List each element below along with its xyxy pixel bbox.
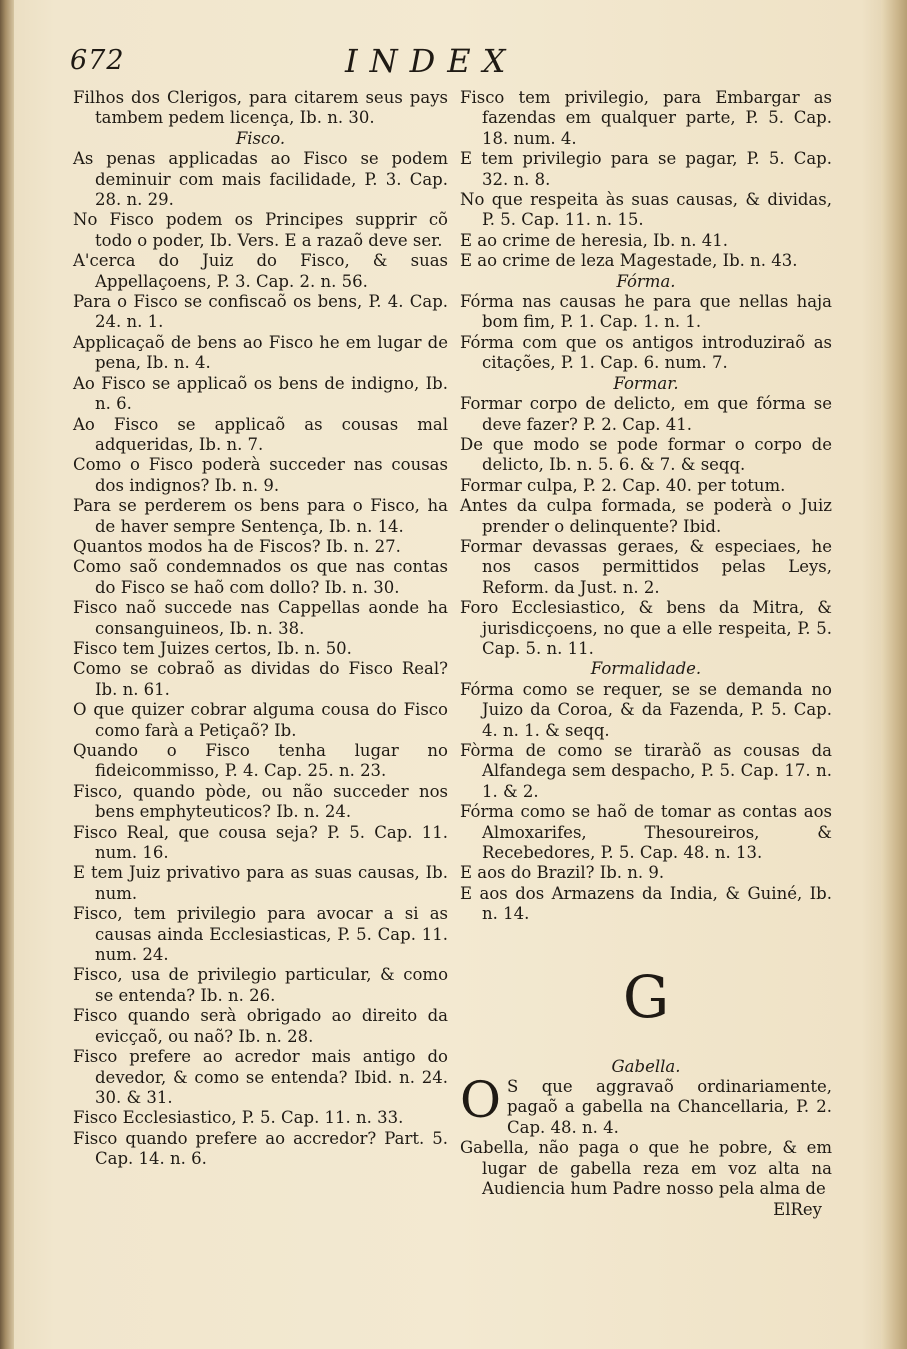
index-entry: E ao crime de leza Magestade, Ib. n. 43. [460, 251, 798, 271]
index-entry: Fisco, tem privilegio para avocar a si as causas ainda Ecclesiasticas, P. 5. Cap. 11. num. 24. [73, 904, 448, 965]
index-entry: Antes da culpa formada, se poderà o Juiz prender o delinquente? Ibid. [460, 496, 832, 536]
index-entry: Fòrma de como se tiraràõ as cousas da Alfandega sem despacho, P. 5. Cap. 17. n. 1. & 2. [460, 741, 832, 801]
index-entry: E ao crime de heresia, Ib. n. 41. [460, 230, 728, 250]
index-entry: Fisco, quando pòde, ou não succeder nos bens emphyteuticos? Ib. n. 24. [73, 781, 448, 822]
index-entry: Fisco tem privilegio, para Embargar as fazendas em qualquer parte, P. 5. Cap. 18. num. 4. [460, 88, 832, 148]
index-entry: No que respeita às suas causas, & dividas, P. 5. Cap. 11. n. 15. [460, 190, 832, 230]
index-entry: A'cerca do Juiz do Fisco, & suas Appellaçoens, P. 3. Cap. 2. n. 56. [73, 251, 448, 291]
catchword: ElRey [773, 1199, 822, 1219]
index-entry: Fisco prefere ao acredor mais antigo do devedor, & como se entenda? Ibid. n. 24. 30. & 31. [73, 1047, 448, 1107]
index-entry: E tem Juiz privativo para as suas causas, Ib. num. [73, 863, 448, 903]
index-entry: Formar devassas geraes, & especiaes, he nos casos permittidos pelas Leys, Reform. da Just. n. 2. [460, 536, 832, 597]
index-entry: Fisco tem Juizes certos, Ib. n. 50. [73, 638, 352, 658]
index-entry: De que modo se pode formar o corpo de delicto, Ib. n. 5. 6. & 7. & seqq. [460, 434, 832, 475]
index-entry: No Fisco podem os Principes supprir cõ todo o poder, Ib. Vers. E a razaõ deve ser. [73, 210, 448, 250]
left-column [73, 88, 448, 1170]
index-entry: Fisco quando serà obrigado ao direito da evicçaõ, ou naõ? Ib. n. 28. [73, 1006, 448, 1046]
index-entry: Formar corpo de delicto, em que fórma se deve fazer? P. 2. Cap. 41. [460, 394, 832, 434]
section-heading-fisco: Fisco. [235, 128, 286, 148]
drop-cap: O [460, 1071, 501, 1130]
index-entry: E aos dos Armazens da India, & Guiné, Ib. n. 14. [460, 883, 832, 924]
index-entry: Como o Fisco poderà succeder nas cousas dos indignos? Ib. n. 9. [73, 455, 448, 495]
index-entry: Fórma nas causas he para que nellas haja bom fim, P. 1. Cap. 1. n. 1. [460, 292, 832, 332]
index-entry: Fórma como se requer, se se demanda no Juizo da Coroa, & da Fazenda, P. 5. Cap. 4. n. 1. & seqq. [460, 679, 832, 740]
index-entry: E aos do Brazil? Ib. n. 9. [460, 863, 665, 883]
index-entry: Fisco naõ succede nas Cappellas aonde ha consanguineos, Ib. n. 38. [73, 598, 448, 638]
book-gutter [0, 0, 14, 1349]
index-entry: Gabella, não paga o que he pobre, & em lugar de gabella reza em voz alta na Audiencia hum Padre nosso pela alma de [460, 1138, 832, 1199]
index-entry: Foro Ecclesiastico, & bens da Mitra, & jurisdicçoens, no que a elle respeita, P. 5. Cap. 5. n. 11. [460, 598, 832, 658]
index-entry: Para se perderem os bens para o Fisco, ha de haver sempre Sentença, Ib. n. 14. [73, 496, 448, 536]
drop-cap-entry-text: S que aggravaõ ordinariamente, pagaõ a gabella na Chancellaria, P. 2. Cap. 48. n. 4. [507, 1077, 832, 1137]
page-number: 672 [70, 45, 125, 76]
section-heading-formar: Formar. [613, 373, 679, 393]
index-entry: Fórma com que os antigos introduziraõ as citações, P. 1. Cap. 6. num. 7. [460, 332, 832, 373]
index-entry: O que quizer cobrar alguma cousa do Fisco como farà a Petiçaõ? Ib. [73, 700, 448, 740]
index-entry: Ao Fisco se applicaõ os bens de indigno, Ib. n. 6. [73, 373, 448, 414]
page-edge [881, 0, 907, 1349]
index-entry: Como se cobraõ as dividas do Fisco Real? Ib. n. 61. [73, 659, 448, 699]
index-entry: E tem privilegio para se pagar, P. 5. Cap. 32. n. 8. [460, 149, 832, 189]
index-entry: Fisco quando prefere ao accredor? Part. 5. Cap. 14. n. 6. [73, 1128, 448, 1169]
index-entry: As penas applicadas ao Fisco se podem deminuir com mais facilidade, P. 3. Cap. 28. n. 29. [73, 149, 448, 210]
section-heading-formalidade: Formalidade. [590, 659, 702, 679]
index-entry: Fisco Ecclesiastico, P. 5. Cap. 11. n. 33. [73, 1108, 404, 1128]
index-entry: Quantos modos ha de Fiscos? Ib. n. 27. [73, 536, 401, 556]
section-heading-gabella: Gabella. [611, 1056, 681, 1076]
running-head: INDEX [345, 42, 518, 80]
index-entry: Fórma como se haõ de tomar as contas aos Almoxarifes, Thesoureiros, & Recebedores, P. 5. Cap. 48. n. 13. [460, 802, 832, 863]
index-entry: Formar culpa, P. 2. Cap. 40. per totum. [460, 475, 786, 495]
right-column [460, 88, 832, 1220]
section-heading-forma: Fórma. [616, 271, 676, 291]
index-entry [460, 1071, 832, 1138]
index-entry: Applicaçaõ de bens ao Fisco he em lugar de pena, Ib. n. 4. [73, 332, 448, 373]
index-entry: Como saõ condemnados os que nas contas do Fisco se haõ com dollo? Ib. n. 30. [73, 557, 448, 597]
index-entry: Ao Fisco se applicaõ as cousas mal adqueridas, Ib. n. 7. [73, 414, 448, 454]
index-entry: Filhos dos Clerigos, para citarem seus pays tambem pedem licença, Ib. n. 30. [73, 88, 448, 128]
index-entry: Para o Fisco se confiscaõ os bens, P. 4. Cap. 24. n. 1. [73, 292, 448, 332]
index-entry: Fisco, usa de privilegio particular, & como se entenda? Ib. n. 26. [73, 965, 448, 1005]
section-letter-g: G [622, 962, 670, 1031]
index-entry: Quando o Fisco tenha lugar no fideicommisso, P. 4. Cap. 25. n. 23. [73, 741, 448, 781]
index-entry: Fisco Real, que cousa seja? P. 5. Cap. 11. num. 16. [73, 822, 448, 863]
